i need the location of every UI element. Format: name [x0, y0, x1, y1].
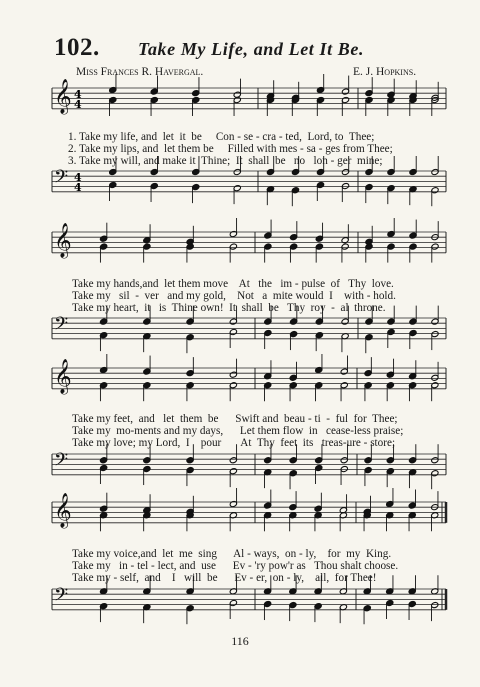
hymn-title: Take My Life, and Let It Be. [138, 39, 365, 59]
treble-clef-icon: 𝄞 [54, 223, 72, 258]
lyric-line: Take my hands,and let them move At the im - pulse of Thy love. [72, 278, 394, 290]
page-number: 116 [231, 634, 249, 648]
lyric-line: Take my love; my Lord, I pour At Thy feet its treas-ure - store; [72, 437, 396, 449]
time-signature: 4 [74, 88, 82, 101]
bass-clef-icon: 𝄢 [54, 450, 69, 475]
lyric-line: 2. Take my lips, and let them be Filled with mes - sa - ges from Thee; [68, 143, 393, 155]
lyricist-credit: Miss Frances R. Havergal. [76, 66, 204, 78]
lyric-line: Take my heart, it is Thine own! It shall be Thy roy - al throne. [72, 302, 386, 314]
lyric-line: 3. Take my will, and make it Thine; It shall be no lon - ger mine; [68, 155, 383, 167]
lyric-line: Take my - self, and I will be Ev - er, on - ly, all, for Thee! [72, 572, 377, 584]
hymn-number: 102. [54, 34, 100, 61]
lyric-line: Take my in - tel - lect, and use Ev - 'ry pow'r as Thou shalt choose. [72, 560, 399, 572]
lyric-line: Take my sil - ver and my gold, Not a mite would I with - hold. [72, 290, 396, 302]
treble-clef-icon: 𝄞 [54, 493, 72, 528]
bass-clef-icon: 𝄢 [54, 314, 69, 339]
time-signature: 4 [74, 181, 82, 194]
lyric-line: Take my feet, and let them be Swift and beau - ti - ful for Thee; [72, 413, 398, 425]
treble-clef-icon: 𝄞 [54, 79, 72, 114]
treble-clef-icon: 𝄞 [54, 359, 72, 394]
bass-clef-icon: 𝄢 [54, 585, 69, 610]
time-signature: 4 [74, 98, 82, 111]
lyric-line: Take my mo-ments and my days, Let them flow in cease-less praise; [72, 425, 404, 437]
lyric-line: 1. Take my life, and let it be Con - se - cra - ted, Lord, to Thee; [68, 131, 375, 143]
bass-clef-icon: 𝄢 [54, 167, 69, 192]
lyric-line: Take my voice,and let me sing Al - ways, on - ly, for my King. [72, 548, 392, 560]
composer-credit: E. J. Hopkins. [353, 66, 417, 78]
time-signature: 4 [74, 171, 82, 184]
